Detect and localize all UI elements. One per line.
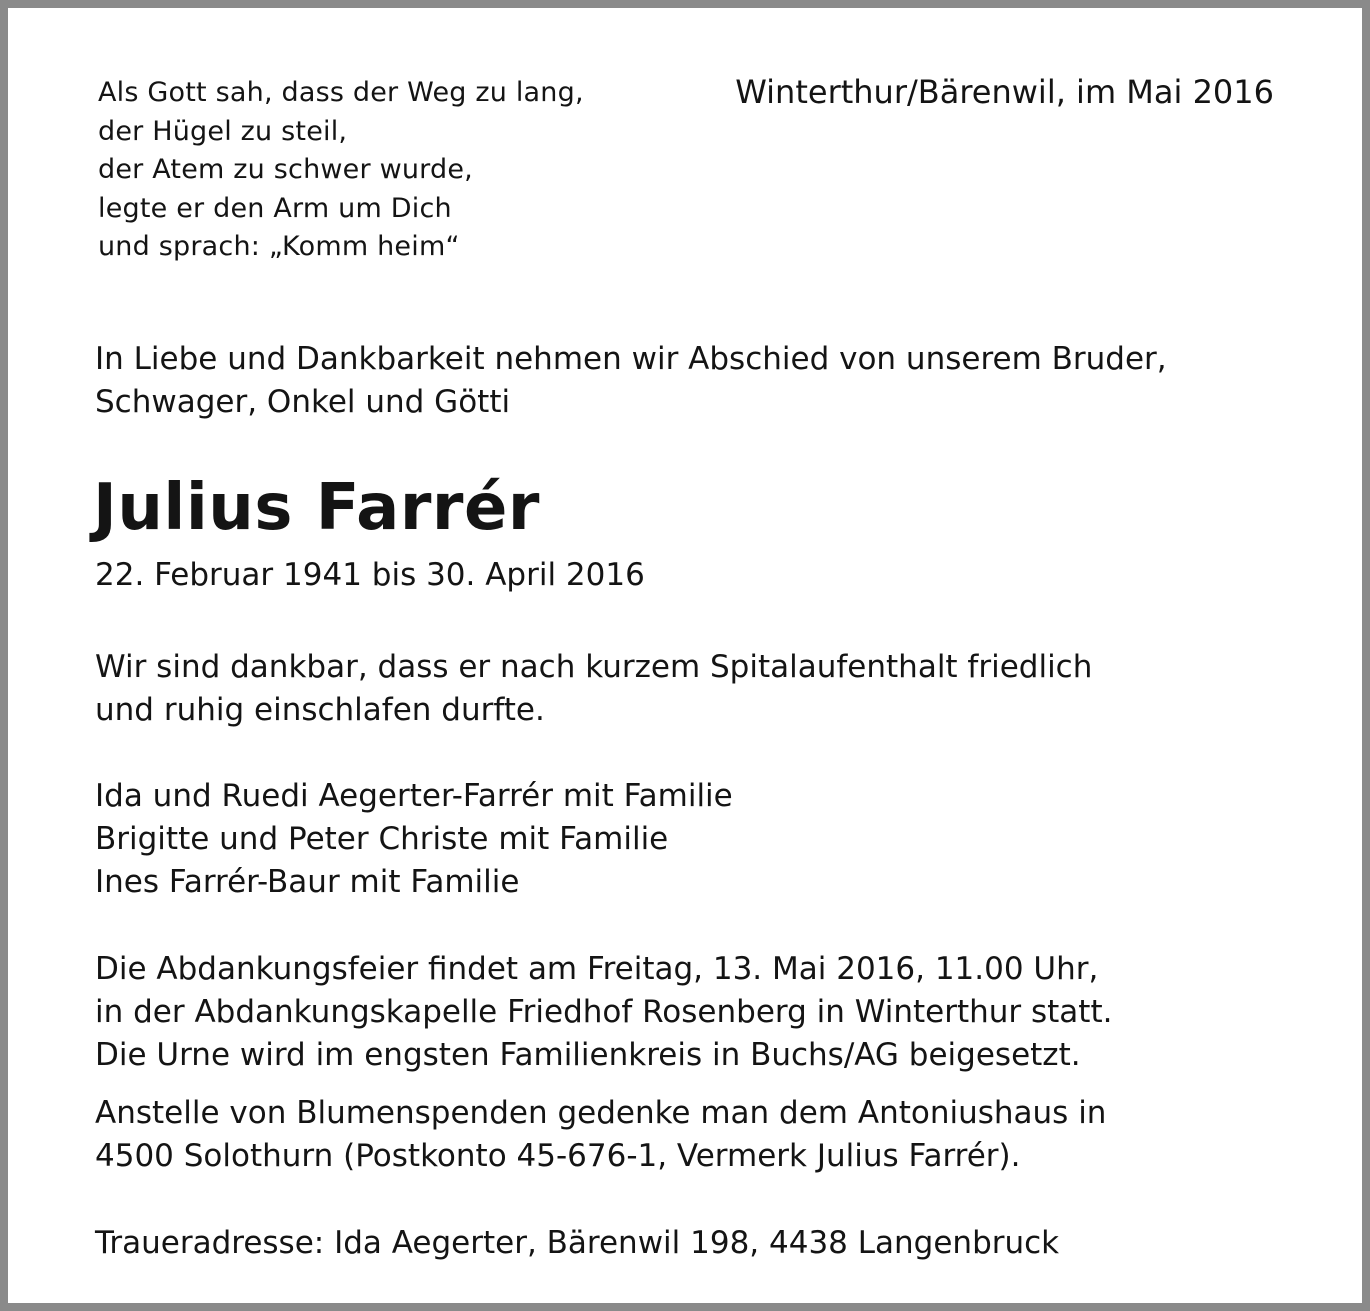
- poem-line: und sprach: „Komm heim“: [98, 231, 460, 262]
- mourning-address: [95, 1222, 1059, 1265]
- intro-text: [95, 338, 1167, 424]
- mourner-item: Ines Farrér-Baur mit Familie: [95, 864, 520, 900]
- poem: [98, 74, 584, 267]
- obituary-page: [8, 8, 1362, 1303]
- gratitude-line: Wir sind dankbar, dass er nach kurzem Spitalaufenthalt friedlich: [95, 649, 1093, 685]
- intro-line: In Liebe und Dankbarkeit nehmen wir Abschied von unserem Bruder,: [95, 341, 1167, 377]
- mourner-item: Ida und Ruedi Aegerter-Farrér mit Familie: [95, 778, 733, 814]
- mourning-address-line: Traueradresse: Ida Aegerter, Bärenwil 198, 4438 Langenbruck: [95, 1225, 1060, 1261]
- life-dates: [95, 554, 645, 597]
- place-date: Winterthur/Bärenwil, im Mai 2016: [735, 73, 1274, 111]
- ceremony-line: Die Urne wird im engsten Familienkreis in Buchs/AG beigesetzt.: [95, 1037, 1081, 1073]
- gratitude-line: und ruhig einschlafen durfte.: [95, 692, 545, 728]
- donation-line: Anstelle von Blumenspenden gedenke man dem Antoniushaus in: [95, 1095, 1107, 1131]
- donation-line: 4500 Solothurn (Postkonto 45-676-1, Vermerk Julius Farrér).: [95, 1138, 1021, 1174]
- mourners-list: [95, 775, 733, 904]
- gratitude-text: [95, 646, 1092, 732]
- poem-line: der Atem zu schwer wurde,: [98, 154, 473, 185]
- poem-line: der Hügel zu steil,: [98, 115, 348, 147]
- intro-line: Schwager, Onkel und Götti: [95, 384, 511, 420]
- ceremony-line: Die Abdankungsfeier findet am Freitag, 13. Mai 2016, 11.00 Uhr,: [95, 951, 1099, 987]
- life-dates-line: 22. Februar 1941 bis 30. April 2016: [95, 557, 645, 593]
- deceased-name: Julius Farrér: [93, 471, 540, 545]
- ceremony-info: [95, 948, 1112, 1077]
- donation-info: [95, 1092, 1106, 1178]
- ceremony-line: in der Abdankungskapelle Friedhof Rosenberg in Winterthur statt.: [95, 994, 1113, 1030]
- poem-line: Als Gott sah, dass der Weg zu lang,: [98, 77, 584, 108]
- mourner-item: Brigitte und Peter Christe mit Familie: [95, 821, 669, 857]
- poem-line: legte er den Arm um Dich: [98, 192, 452, 224]
